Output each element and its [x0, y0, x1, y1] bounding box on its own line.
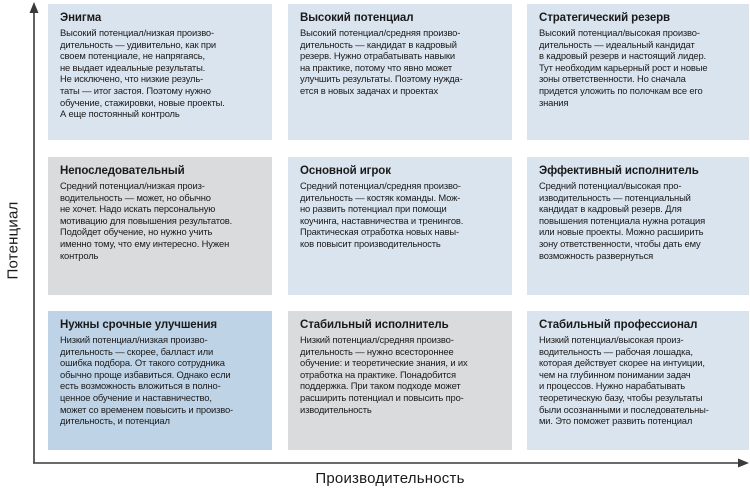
x-axis-arrow	[738, 459, 749, 468]
cell-text: Низкий потенциал/низкая произво- дительность — скорее, балласт или ошибка подбора. От такого сотрудника обычно проще избавиться. Однако если есть возможность вложиться в полно- ценное обучение и наставничество, может со временем повысить и произво- дительность, и потенциал	[60, 334, 234, 427]
cell-inconsistent	[48, 157, 272, 295]
cell-title: Энигма	[60, 12, 102, 24]
cell-title: Непоследовательный	[60, 165, 185, 177]
cell-title: Стабильный исполнитель	[300, 319, 449, 331]
cell-title: Стабильный профессионал	[539, 319, 698, 331]
cell-title: Эффективный исполнитель	[539, 165, 699, 177]
cell-title: Высокий потенциал	[300, 12, 414, 24]
cell-high-potential	[288, 4, 512, 140]
cell-urgent-improvement	[48, 311, 272, 450]
cell-text: Высокий потенциал/средняя произво- дительность — кандидат в кадровый резерв. Нужно отрабатывать навыки на практике, потому что явно может улучшить результаты. Поэтому нужда- ется в новых задачах и проектах	[300, 27, 463, 96]
cell-text: Высокий потенциал/высокая произво- дительность — идеальный кандидат в кадровый резерв и настоящий лидер. Тут необходим карьерный рост и новые зоны ответственности. Но сначала придется уложить по полочкам все его знания	[539, 27, 708, 108]
cell-stable-performer	[288, 311, 512, 450]
y-axis-arrow	[30, 2, 39, 13]
cell-core-player	[288, 157, 512, 295]
cell-text: Низкий потенциал/средняя произво- дительность — нужно всестороннее обучение: и теоретические знания, и их отработка на практике. Понадобится поддержка. При таком подходе может расширить потенциал и повысить про- изводительность	[300, 334, 468, 415]
cell-text: Низкий потенциал/высокая произ- водительность — рабочая лошадка, которая действует скорее на интуиции, чем на глубинном понимании задач и процессов. Нужно нарабатывать теоретическую базу, чтобы результаты были осознанными и последовательны- ми. Это поможет развить потенциал	[539, 334, 709, 427]
cell-strategic-reserve	[527, 4, 749, 140]
cell-enigma	[48, 4, 272, 140]
cell-effective-performer	[527, 157, 749, 295]
cell-text: Средний потенциал/средняя произво- дительность — костяк команды. Мож- но развить потенциал при помощи коучинга, наставничества и тренингов. Практическая отработка новых навы- ков повысит производительность	[300, 180, 464, 249]
cell-title: Основной игрок	[300, 165, 391, 177]
cell-text: Средний потенциал/низкая произ- водительность — может, но обычно не хочет. Надо искать персональную мотивацию для повышения результатов. Подойдет обучение, но нужно учить именно тому, что ему интересно. Нужен контроль	[60, 180, 233, 261]
cell-title: Стратегический резерв	[539, 12, 671, 24]
cell-text: Высокий потенциал/низкая произво- дительность — удивительно, как при своем потенциале, не напрягаясь, не выдает идеальные результаты. Не исключено, что низкие резуль- таты — итог застоя. Поэтому нужно обучение, стажировки, новые проекты. А еще постоянный контроль	[60, 27, 225, 120]
cell-stable-professional	[527, 311, 749, 450]
x-axis-label: Производительность	[315, 470, 465, 487]
cell-title: Нужны срочные улучшения	[60, 319, 218, 331]
cell-text: Средний потенциал/высокая про- изводительность — потенциальный кандидат в кадровый резерв. Для повышения потенциала нужна ротация или новые проекты. Можно расширить зону ответственности, чтобы дать ему возможность развернуться	[539, 180, 706, 261]
y-axis-label: Потенциал	[4, 201, 22, 279]
